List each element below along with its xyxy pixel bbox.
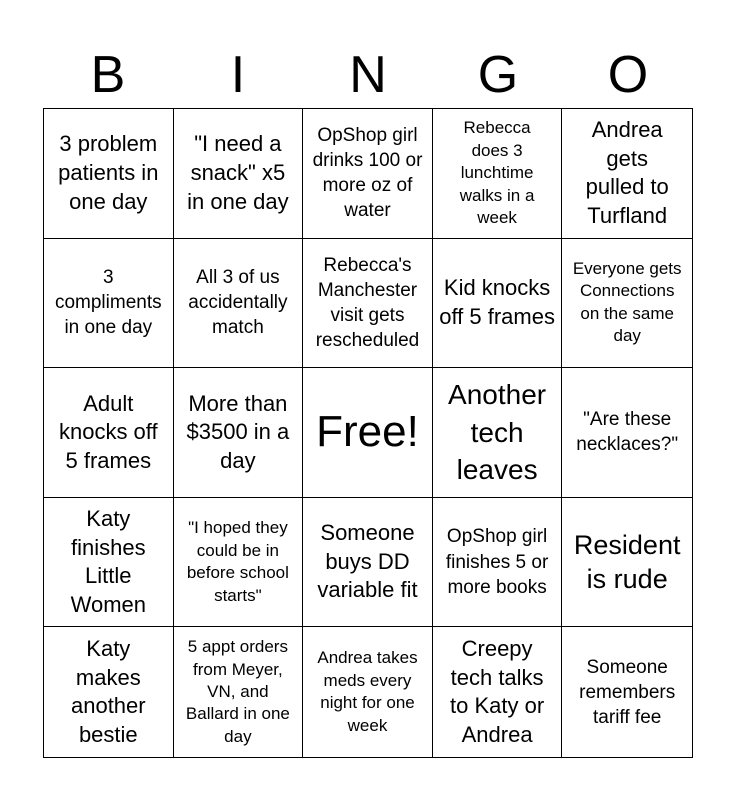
- cell-text: Creepy tech talks to Katy or Andrea: [450, 636, 545, 747]
- bingo-cell[interactable]: [562, 239, 692, 369]
- header-letter-o: O: [607, 46, 649, 104]
- cell-text: "I need a snack" x5 in one day: [187, 131, 289, 214]
- bingo-cell[interactable]: [174, 109, 304, 239]
- cell-text: OpShop girl finishes 5 or more books: [445, 526, 549, 598]
- cell-text: "I hoped they could be in before school starts": [186, 518, 289, 605]
- cell-text: Another tech leaves: [448, 378, 547, 486]
- bingo-board: [43, 108, 693, 758]
- cell-text: 3 compliments in one day: [54, 267, 162, 339]
- cell-text: 3 problem patients in one day: [58, 131, 159, 214]
- cell-text: OpShop girl drinks 100 or more oz of water: [312, 125, 423, 222]
- free-space[interactable]: [303, 368, 433, 498]
- cell-text: 5 appt orders from Meyer, VN, and Ballard in one day: [185, 637, 290, 746]
- cell-text: Someone remembers tariff fee: [579, 656, 676, 728]
- bingo-cell[interactable]: [44, 368, 174, 498]
- bingo-cell[interactable]: [562, 368, 692, 498]
- bingo-cell[interactable]: [174, 239, 304, 369]
- header-letter-b: B: [90, 46, 126, 104]
- bingo-cell[interactable]: [562, 109, 692, 239]
- bingo-cell[interactable]: [303, 627, 433, 757]
- bingo-cell[interactable]: [433, 627, 563, 757]
- bingo-cell[interactable]: [174, 368, 304, 498]
- bingo-cell[interactable]: [433, 109, 563, 239]
- bingo-cell[interactable]: [44, 109, 174, 239]
- cell-text: Adult knocks off 5 frames: [58, 390, 158, 473]
- cell-text: Rebecca does 3 lunchtime walks in a week: [459, 118, 535, 227]
- cell-text: All 3 of us accidentally match: [188, 267, 288, 339]
- header-letter-n: N: [349, 46, 387, 104]
- cell-text: "Are these necklaces?": [576, 409, 679, 456]
- header-letter-g: G: [477, 46, 519, 104]
- bingo-cell[interactable]: [433, 498, 563, 628]
- bingo-cell[interactable]: [562, 498, 692, 628]
- bingo-cell[interactable]: [303, 239, 433, 369]
- bingo-header: [43, 46, 693, 104]
- cell-text: Resident is rude: [573, 529, 681, 595]
- bingo-cell[interactable]: [44, 239, 174, 369]
- bingo-cell[interactable]: [433, 239, 563, 369]
- cell-text: Kid knocks off 5 frames: [439, 275, 555, 329]
- header-letter-i: I: [230, 46, 246, 104]
- free-space-text: Free!: [316, 407, 419, 457]
- cell-text: Andrea gets pulled to Turfland: [585, 117, 669, 228]
- bingo-cell[interactable]: [303, 109, 433, 239]
- cell-text: Andrea takes meds every night for one week: [317, 648, 418, 735]
- bingo-cell[interactable]: [174, 627, 304, 757]
- cell-text: Katy makes another bestie: [70, 636, 146, 747]
- bingo-cell[interactable]: [44, 498, 174, 628]
- cell-text: Katy finishes Little Women: [70, 505, 146, 617]
- bingo-cell[interactable]: [433, 368, 563, 498]
- bingo-cell[interactable]: [562, 627, 692, 757]
- bingo-cell[interactable]: [44, 627, 174, 757]
- cell-text: Rebecca's Manchester visit gets rescheduled: [315, 254, 420, 351]
- bingo-cell[interactable]: [303, 498, 433, 628]
- cell-text: Everyone gets Connections on the same day: [572, 259, 682, 346]
- bingo-cell[interactable]: [174, 498, 304, 628]
- cell-text: Someone buys DD variable fit: [317, 520, 418, 603]
- cell-text: More than $3500 in a day: [186, 390, 290, 473]
